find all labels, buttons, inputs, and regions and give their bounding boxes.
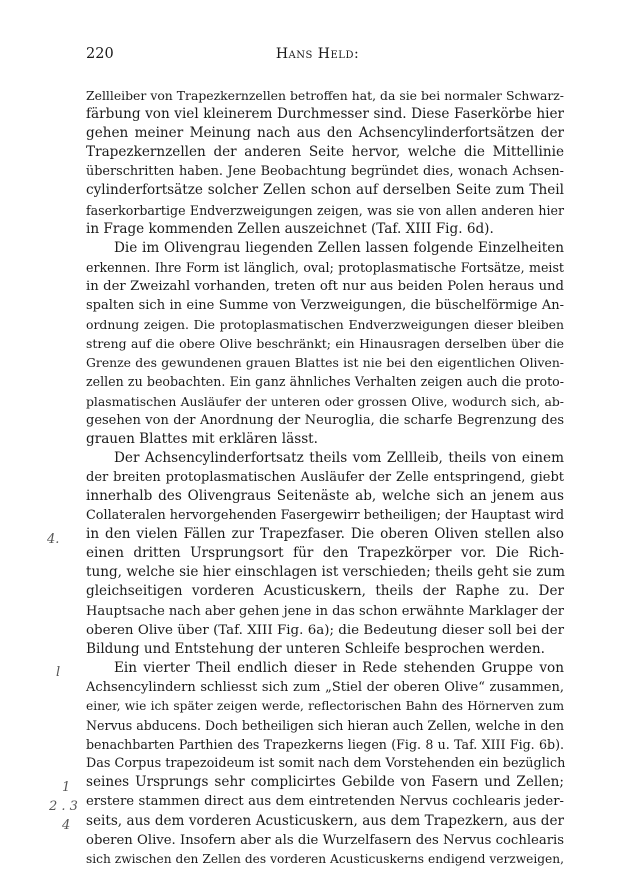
- text-line: der breiten protoplasmatischen Ausläufer der Zelle entspringend, giebt: [86, 469, 564, 485]
- text-line: streng auf die obere Olive beschränkt; ein Hinausragen derselben über die: [86, 336, 564, 352]
- text-line: Das Corpus trapezoideum ist somit nach dem Vorstehenden ein bezüglich: [86, 756, 566, 772]
- text-line: Ein vierter Theil endlich dieser in Rede stehenden Gruppe von: [114, 659, 564, 676]
- text-line: Die im Olivengrau liegenden Zellen lassen folgende Einzelheiten: [114, 239, 564, 256]
- text-line: ordnung zeigen. Die protoplasmatischen Endverzweigungen dieser bleiben: [86, 317, 564, 333]
- text-line: Nervus abducens. Doch betheiligen sich hieran auch Zellen, welche in den: [86, 718, 564, 734]
- text-line: erkennen. Ihre Form ist länglich, oval; protoplasmatische Fortsätze, meist: [86, 259, 564, 275]
- text-line: erstere stammen direct aus dem eintretenden Nervus cochlearis jeder-: [86, 794, 564, 810]
- text-line: tung, welche sie hier einschlagen ist verschieden; theils geht sie zum: [86, 564, 566, 581]
- text-line: gehen meiner Meinung nach aus den Achsencylinderfortsätzen der: [86, 125, 564, 142]
- body-text: [86, 86, 564, 869]
- running-head: Hans Held:: [275, 46, 360, 62]
- text-line: Zellleiber von Trapezkernzellen betroffen hat, da sie bei normaler Schwarz-: [86, 88, 564, 103]
- text-line: oberen Olive über (Taf. XIII Fig. 6a); die Bedeutung dieser soll bei der: [86, 622, 564, 638]
- margin-annotation: 4.: [47, 532, 60, 547]
- text-line: plasmatischen Ausläufer der unteren oder grossen Olive, wodurch sich, ab-: [86, 393, 564, 409]
- margin-annotation: l: [56, 665, 61, 680]
- text-line: in den vielen Fällen zur Trapezfaser. Die oberen Oliven stellen also: [86, 526, 564, 543]
- margin-annotation: 4: [62, 818, 71, 833]
- text-line: oberen Olive. Insofern aber als die Wurzelfasern des Nervus cochlearis: [86, 832, 564, 848]
- text-line: sich zwischen den Zellen des vorderen Acusticuskerns endigend verzweigen,: [86, 851, 564, 866]
- text-line: gesehen von der Anordnung der Neuroglia, die scharfe Begrenzung des: [86, 412, 564, 428]
- margin-annotation: 1: [62, 780, 71, 795]
- text-line: in Frage kommenden Zellen auszeichnet (Taf. XIII Fig. 6d).: [86, 220, 494, 237]
- text-line: in der Zweizahl vorhanden, treten oft nur aus beiden Polen heraus und: [86, 278, 564, 294]
- page-number: 220: [86, 46, 114, 62]
- text-line: Achsencylindern schliesst sich zum „Stiel der oberen Olive“ zusammen,: [86, 679, 564, 695]
- margin-annotation: 2 . 3: [49, 799, 78, 814]
- text-line: seines Ursprungs sehr complicirtes Gebilde von Fasern und Zellen;: [86, 774, 564, 791]
- text-line: gleichseitigen vorderen Acusticuskern, theils der Raphe zu. Der: [86, 583, 564, 600]
- text-line: spalten sich in eine Summe von Verzweigungen, die büschelförmige An-: [86, 298, 564, 314]
- text-line: Bildung und Entstehung der unteren Schleife besprochen werden.: [86, 640, 545, 657]
- text-line: Hauptsache nach aber gehen jene in das schon erwähnte Marklager der: [86, 603, 564, 619]
- text-line: überschritten haben. Jene Beobachtung begründet dies, wonach Achsen-: [86, 164, 564, 180]
- text-line: zellen zu beobachten. Ein ganz ähnliches Verhalten zeigen auch die proto-: [86, 374, 564, 390]
- text-line: färbung von viel kleinerem Durchmesser sind. Diese Faserkörbe hier: [86, 106, 564, 123]
- text-line: Grenze des gewundenen grauen Blattes ist nie bei den eigentlichen Oliven-: [86, 355, 564, 371]
- text-line: Der Achsencylinderfortsatz theils vom Zellleib, theils von einem: [114, 449, 564, 466]
- text-line: Collateralen hervorgehenden Fasergewirr betheiligen; der Hauptast wird: [86, 508, 565, 524]
- text-line: seits, aus dem vorderen Acusticuskern, aus dem Trapezkern, aus der: [86, 812, 564, 829]
- text-line: benachbarten Parthien des Trapezkerns liegen (Fig. 8 u. Taf. XIII Fig. 6b).: [86, 737, 564, 753]
- text-line: einer, wie ich später zeigen werde, reflectorischen Bahn des Hörnerven zum: [86, 699, 564, 713]
- text-line: einen dritten Ursprungsort für den Trapezkörper vor. Die Rich-: [86, 545, 564, 562]
- text-line: faserkorbartige Endverzweigungen zeigen, was sie von allen anderen hier: [86, 202, 564, 218]
- text-line: Trapezkernzellen der anderen Seite hervor, welche die Mittellinie: [86, 144, 564, 161]
- text-line: cylinderfortsätze solcher Zellen schon auf derselben Seite zum Theil: [86, 182, 564, 199]
- text-line: grauen Blattes mit erklären lässt.: [86, 430, 318, 447]
- text-line: innerhalb des Olivengraus Seitenäste ab, welche sich an jenem aus: [86, 487, 564, 504]
